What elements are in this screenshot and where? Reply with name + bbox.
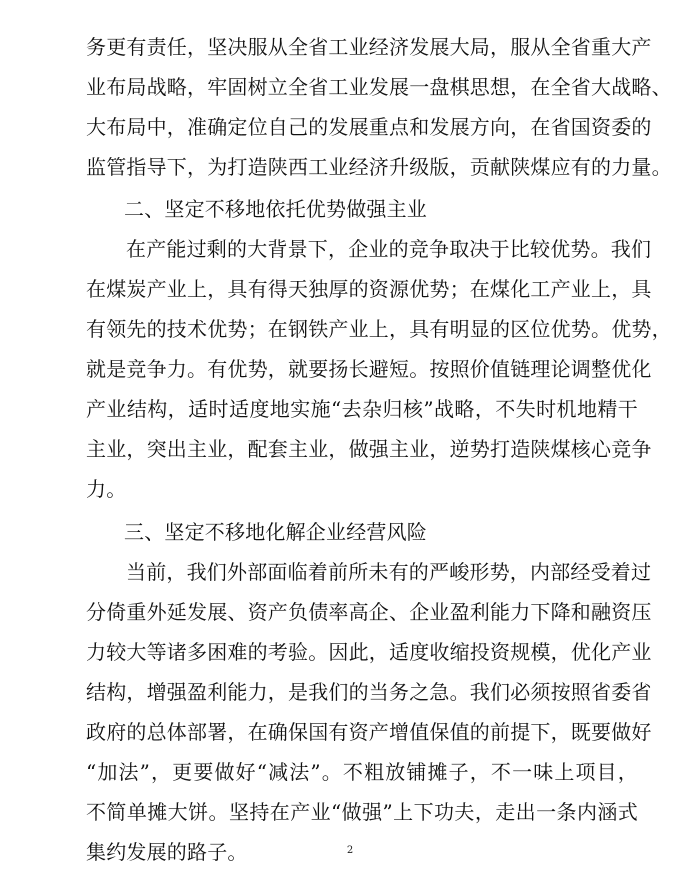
paragraph-line: 当前，我们外部面临着前所未有的严峻形势，内部经受着过 [126,560,652,584]
paragraph-line: 主业，突出主业，配套主业，做强主业，逆势打造陕煤核心竞争 [86,437,652,461]
paragraph-line: 集约发展的路子。 [86,840,248,864]
page-number: 2 [346,845,354,856]
paragraph-line: 在产能过剩的大背景下，企业的竞争取决于比较优势。我们 [126,237,652,261]
paragraph-line: 在煤炭产业上，具有得天独厚的资源优势；在煤化工产业上，具 [86,277,652,301]
paragraph-line: 监管指导下，为打造陕西工业经济升级版，贡献陕煤应有的力量。 [86,155,672,179]
paragraph-line: 务更有责任，坚决服从全省工业经济发展大局，服从全省重大产 [86,35,652,59]
document-body [86,27,672,872]
paragraph-line: 分倚重外延发展、资产负债率高企、企业盈利能力下降和融资压 [86,600,652,624]
paragraph-line: “加法”，更要做好“减法”。不粗放铺摊子，不一味上项目， [86,760,638,784]
paragraph-line: 力较大等诸多困难的考验。因此，适度收缩投资规模，优化产业 [86,640,652,664]
paragraph-line: 产业结构，适时适度地实施“去杂归核”战略，不失时机地精干 [86,397,638,421]
section-heading: 二、坚定不移地依托优势做强主业 [124,197,427,221]
paragraph-line: 有领先的技术优势；在钢铁产业上，具有明显的区位优势。优势， [86,317,672,341]
paragraph-line: 就是竞争力。有优势，就要扬长避短。按照价值链理论调整优化 [86,357,652,381]
paragraph-line: 力。 [86,477,127,501]
paragraph-line: 大布局中，准确定位自己的发展重点和发展方向，在省国资委的 [86,115,652,139]
paragraph-line: 结构，增强盈利能力，是我们的当务之急。我们必须按照省委省 [86,680,652,704]
section-heading: 三、坚定不移地化解企业经营风险 [124,520,427,544]
paragraph-line: 不简单摊大饼。坚持在产业“做强”上下功夫，走出一条内涵式 [86,800,638,824]
paragraph-line: 业布局战略，牢固树立全省工业发展一盘棋思想，在全省大战略、 [86,75,672,99]
paragraph-line: 政府的总体部署，在确保国有资产增值保值的前提下，既要做好 [86,720,652,744]
